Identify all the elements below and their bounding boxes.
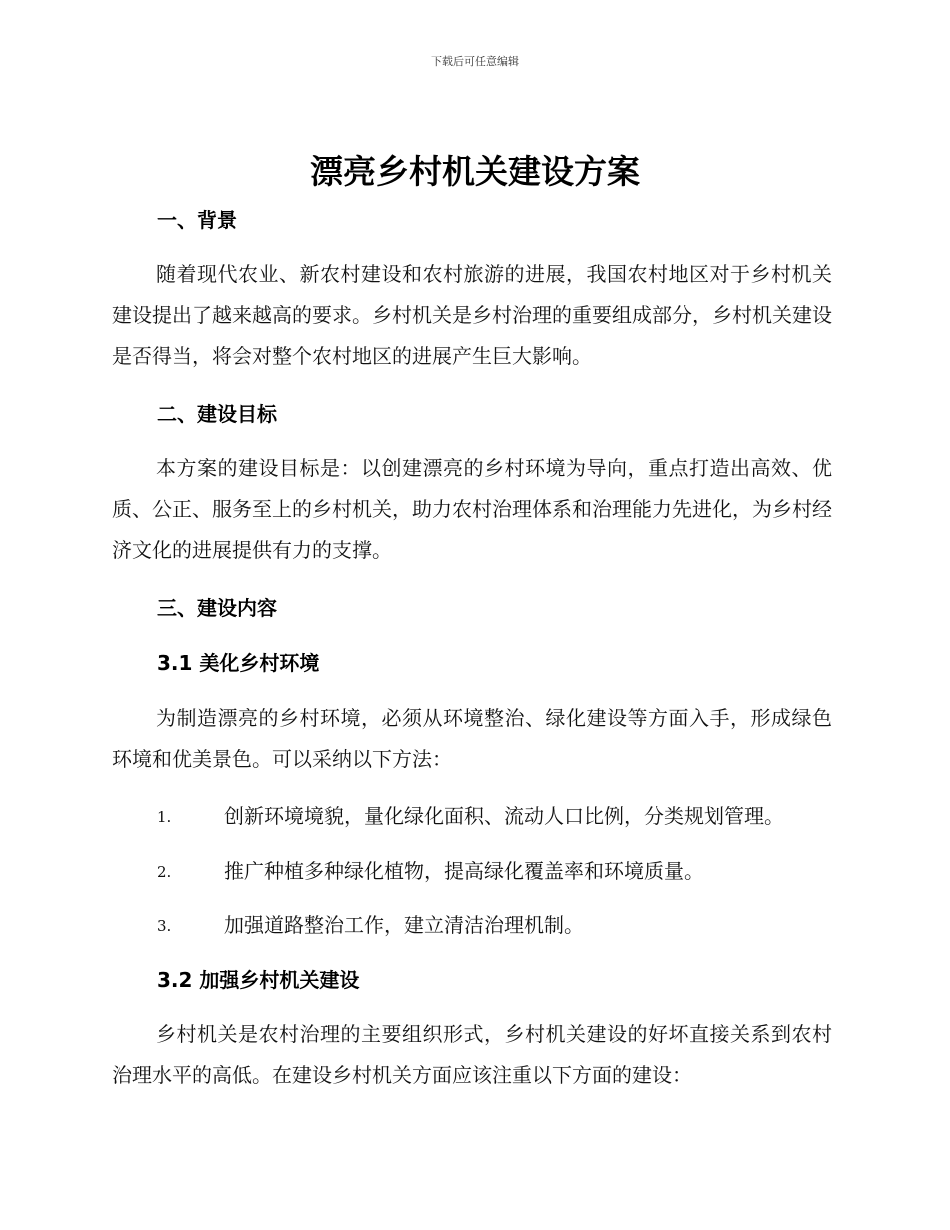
list-item [157,857,847,885]
environment-paragraph: 为制造漂亮的乡村环境，必须从环境整治、绿化建设等方面入手，形成绿色环境和优美景色。可以采纳以下方法： [112,706,832,771]
section-heading-background: 一、背景 [157,208,237,232]
background-paragraph: 随着现代农业、新农村建设和农村旅游的进展，我国农村地区对于乡村机关建设提出了越来越高的要求。乡村机关是乡村治理的重要组成部分，乡村机关建设是否得当，将会对整个农村地区的进展产生巨大影响。 [112,262,832,368]
goals-paragraph: 本方案的建设目标是：以创建漂亮的乡村环境为导向，重点打造出高效、优质、公正、服务至上的乡村机关，助力农村治理体系和治理能力先进化，为乡村经济文化的进展提供有力的支撑。 [112,456,832,562]
organization-paragraph: 乡村机关是农村治理的主要组织形式，乡村机关建设的好坏直接关系到农村治理水平的高低。在建设乡村机关方面应该注重以下方面的建设： [112,1022,832,1087]
list-item-text: 推广种植多种绿化植物，提高绿化覆盖率和环境质量。 [224,859,704,883]
page-header: 下载后可任意编辑 [431,55,519,68]
list-item-number: 2. [157,863,172,881]
section-heading-content: 三、建设内容 [157,596,277,620]
list-item-text: 创新环境境貌，量化绿化面积、流动人口比例，分类规划管理。 [224,804,784,828]
document-title: 漂亮乡村机关建设方案 [310,152,640,191]
subsection-heading-environment: 3.1 美化乡村环境 [157,651,320,675]
list-item [157,911,847,939]
subsection-heading-organization: 3.2 加强乡村机关建设 [157,968,360,992]
list-item-number: 3. [157,917,172,935]
list-item [157,802,847,830]
list-item-text: 加强道路整治工作，建立清洁治理机制。 [224,913,584,937]
list-item-number: 1. [157,808,172,826]
section-heading-goals: 二、建设目标 [157,402,277,426]
